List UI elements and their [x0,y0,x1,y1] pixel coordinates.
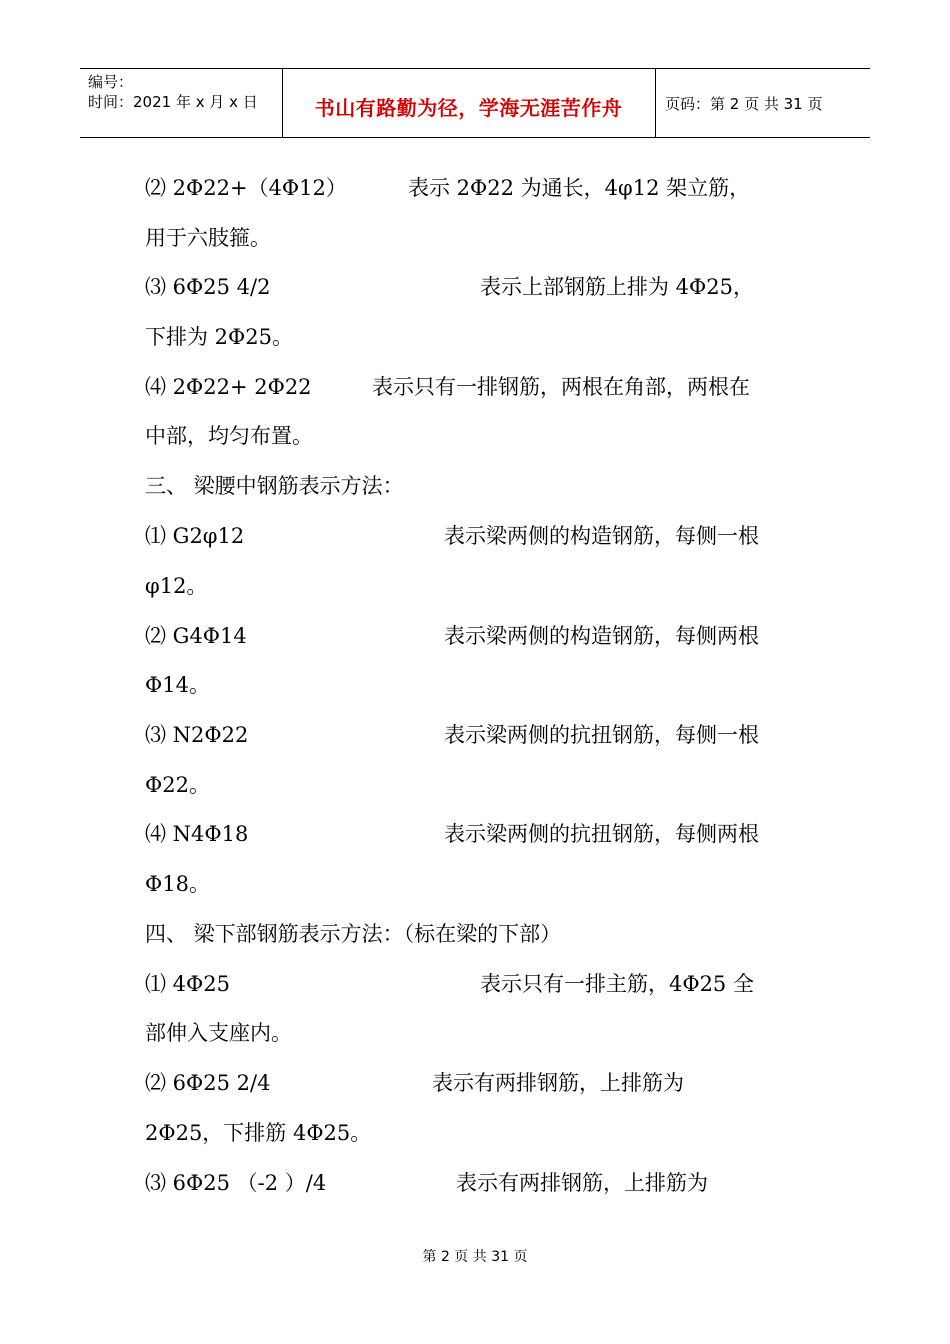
line-item-code: ⑷ 2Φ22+ 2Φ22 [145,375,312,399]
line-item-code: ⑵ G4Φ14 [145,624,247,648]
line-item-code: ⑴ 4Φ25 [145,972,230,996]
section-heading: 三、 梁腰中钢筋表示方法： [145,474,404,498]
line-item-desc: 表示只有一排钢筋，两根在角部，两根在 [372,375,750,399]
page-footer: 第 2 页 共 31 页 [422,1249,528,1265]
header-page-cell [656,69,870,137]
date-label: 时间：2021 年 x 月 x 日 [88,93,258,111]
motto-text: 书山有路勤为径，学海无涯苦作舟 [314,96,623,120]
line-continuation: 用于六肢箍。 [145,226,271,250]
line-continuation: Φ14。 [145,673,210,697]
line-item-desc: 表示梁两侧的构造钢筋，每侧两根 [444,624,759,648]
line-item-code: ⑶ N2Φ22 [145,723,249,747]
line-item-desc: 表示梁两侧的抗扭钢筋，每侧两根 [444,822,759,846]
line-item-code: ⑴ G2φ12 [145,524,245,548]
document-header [80,68,870,138]
line-continuation: Φ18。 [145,872,210,896]
line-item-desc: 表示 2Φ22 为通长，4φ12 架立筋， [408,176,751,200]
line-item-desc: 表示梁两侧的抗扭钢筋，每侧一根 [444,723,759,747]
line-item-code: ⑷ N4Φ18 [145,822,249,846]
line-item-code: ⑶ 6Φ25 （-2 ）/4 [145,1171,327,1195]
number-label: 编号： [88,73,134,91]
line-continuation: 中部，均匀布置。 [145,424,313,448]
line-item-desc: 表示有两排钢筋，上排筋为 [456,1171,708,1195]
line-item-code: ⑵ 6Φ25 2/4 [145,1071,271,1095]
line-item-desc: 表示上部钢筋上排为 4Φ25， [480,275,754,299]
line-continuation: Φ22。 [145,773,210,797]
line-item-desc: 表示只有一排主筋，4Φ25 全 [480,972,754,996]
line-continuation: 下排为 2Φ25。 [145,325,293,349]
page-info: 页码：第 2 页 共 31 页 [665,95,823,113]
line-item-desc: 表示有两排钢筋，上排筋为 [432,1071,684,1095]
line-continuation: 2Φ25，下排筋 4Φ25。 [145,1121,372,1145]
line-item-code: ⑵ 2Φ22+（4Φ12） [145,176,347,200]
section-heading: 四、 梁下部钢筋表示方法：（标在梁的下部） [145,922,562,946]
header-motto-cell [282,69,656,137]
line-item-desc: 表示梁两侧的构造钢筋，每侧一根 [444,524,759,548]
line-continuation: 部伸入支座内。 [145,1021,292,1045]
line-item-code: ⑶ 6Φ25 4/2 [145,275,271,299]
header-meta-cell [80,69,283,137]
line-continuation: φ12。 [145,574,208,598]
